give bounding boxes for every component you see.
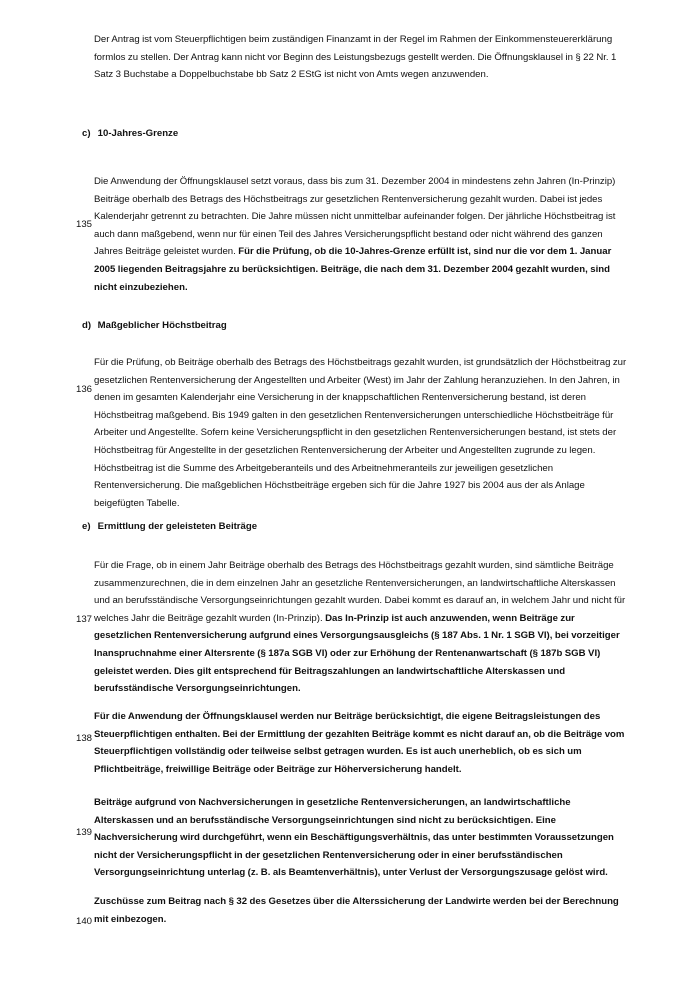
paragraph-135	[94, 173, 629, 296]
section-heading-c	[82, 127, 178, 141]
paragraph-number-137: 137	[76, 614, 93, 625]
section-letter: e)	[82, 521, 91, 532]
section-heading-d	[82, 319, 227, 333]
paragraph-bold-text: Das In-Prinzip ist auch anzuwenden, wenn Beiträge zur gesetzlichen Rentenversicherung aufgrund eines Versorgungsausgleichs (§ 187 Abs. 1 Nr. 1 SGB VI), bei vorzeitiger Inanspruchnahme einer Altersrente (§ 187a SGB VI) oder zur Erhöhung der Rentenanwartschaft (§ 187b SGB VI) geleistet werden. Dies gilt entsprechend für Beitragszahlungen an landwirtschaftliche Alterskassen und berufsständische Versorgungseinrichtungen.	[94, 612, 620, 695]
paragraph-bold-text: Für die Prüfung, ob die 10-Jahres-Grenze erfüllt ist, sind nur die vor dem 1. Januar 2005 liegenden Beitragsjahre zu berücksichtigen. Beiträge, die nach dem 31. Dezember 2004 gezahlt wurden, sind nicht einzubeziehen.	[94, 246, 612, 293]
paragraph-139: Beiträge aufgrund von Nachversicherungen in gesetzliche Rentenversicherungen, an landwirtschaftliche Alterskassen und an berufsständische Versorgungseinrichtungen sind nicht zu berücksichtigen. Eine Nachversicherung wird durchgeführt, wenn ein Beschäftigungsverhältnis, das unter bestimmten Voraussetzungen nicht der Versicherungspflicht in der gesetzlichen Rentenversicherung oder in einer berufsständischen Versorgungseinrichtung unterlag (z. B. als Beamtenverhältnis), unter Verlust der Versorgungszusage gelöst wird.	[94, 797, 614, 879]
paragraph-140: Zuschüsse zum Beitrag nach § 32 des Gesetzes über die Alterssicherung der Landwirte werden bei der Berechnung mit einbezogen.	[94, 896, 619, 925]
section-letter: d)	[82, 320, 92, 331]
paragraph-number-138: 138	[76, 733, 93, 744]
paragraph-137	[94, 557, 629, 698]
paragraph-number-140: 140	[76, 916, 93, 927]
paragraph-text: Die Anwendung der Öffnungsklausel setzt voraus, dass bis zum 31. Dezember 2004 in mindestens zehn Jahren (In-Prinzip) Beiträge oberhalb des Betrags des Höchstbeitrags zur gesetzlichen Rentenversicherung gezahlt wurden. Dabei ist jedes Kalenderjahr getrennt zu betrachten. Die Jahre müssen nicht unmittelbar aufeinander folgen. Der jährliche Höchstbeitrag ist auch dann maßgebend, wenn nur für einen Teil des Jahres Versicherungspflicht bestand oder nicht während des ganzen Jahres Beiträge geleistet wurden.	[94, 176, 616, 258]
section-title: 10-Jahres-Grenze	[97, 128, 179, 139]
paragraph-136: Für die Prüfung, ob Beiträge oberhalb des Betrags des Höchstbeitrags gezahlt wurden, ist grundsätzlich der Höchstbeitrag zur gesetzlichen Rentenversicherung der Angestellten und Arbeiter (West) im Jahr der Zahlung heranzuziehen. In den Jahren, in denen im gesamten Kalenderjahr eine Versicherung in der knappschaftlichen Rentenversicherung bestand, ist deren Höchstbeitrag maßgebend. Bis 1949 galten in den gesetzlichen Rentenversicherungen unterschiedliche Höchstbeiträge für Arbeiter und Angestellte. Sofern keine Versicherungspflicht in den gesetzlichen Rentenversicherungen bestand, ist stets der Höchstbeitrag für Angestellte in der gesetzlichen Rentenversicherung der Arbeiter und Angestellten zugrunde zu legen. Höchstbeitrag ist die Summe des Arbeitgeberanteils und des Arbeitnehmeranteils zur jeweiligen gesetzlichen Rentenversicherung. Die maßgeblichen Höchstbeiträge ergeben sich für die Jahre 1927 bis 2004 aus der als Anlage beigefügten Tabelle.	[94, 357, 627, 509]
paragraph-text: Für die Frage, ob in einem Jahr Beiträge oberhalb des Betrags des Höchstbeitrags gezahlt wurden, sind sämtliche Beiträge zusammenzurechnen, die in dem einzelnen Jahr an gesetzliche Rentenversicherungen, an landwirtschaftliche Alterskassen und an berufsständische Versorgungseinrichtungen gezahlt wurden. Dabei kommt es darauf an, in welchem Jahr und nicht für welches Jahr die Beiträge gezahlt wurden (In-Prinzip).	[94, 560, 626, 624]
paragraph-number-139: 139	[76, 827, 93, 838]
section-title: Ermittlung der geleisteten Beiträge	[97, 521, 258, 532]
intro-paragraph: Der Antrag ist vom Steuerpflichtigen beim zuständigen Finanzamt in der Regel im Rahmen der Einkommensteuererklärung formlos zu stellen. Der Antrag kann nicht vor Beginn des Leistungsbezugs gestellt werden. Die Öffnungsklausel in § 22 Nr. 1 Satz 3 Buchstabe a Doppelbuchstabe bb Satz 2 EStG ist nicht von Amts wegen anzuwenden.	[94, 34, 617, 81]
paragraph-number-136: 136	[76, 384, 93, 395]
paragraph-number-135: 135	[76, 219, 93, 230]
section-heading-e	[82, 520, 257, 534]
section-title: Maßgeblicher Höchstbeitrag	[97, 320, 227, 331]
paragraph-138: Für die Anwendung der Öffnungsklausel werden nur Beiträge berücksichtigt, die eigene Beitragsleistungen des Steuerpflichtigen enthalten. Bei der Ermittlung der gezahlten Beiträge kommt es nicht darauf an, ob die Beiträge vom Steuerpflichtigen vollständig oder teilweise selbst getragen wurden. Es ist auch unerheblich, ob es sich um Pflichtbeiträge, freiwillige Beiträge oder Beiträge zur Höherversicherung handelt.	[94, 711, 625, 775]
section-letter: c)	[82, 128, 91, 139]
